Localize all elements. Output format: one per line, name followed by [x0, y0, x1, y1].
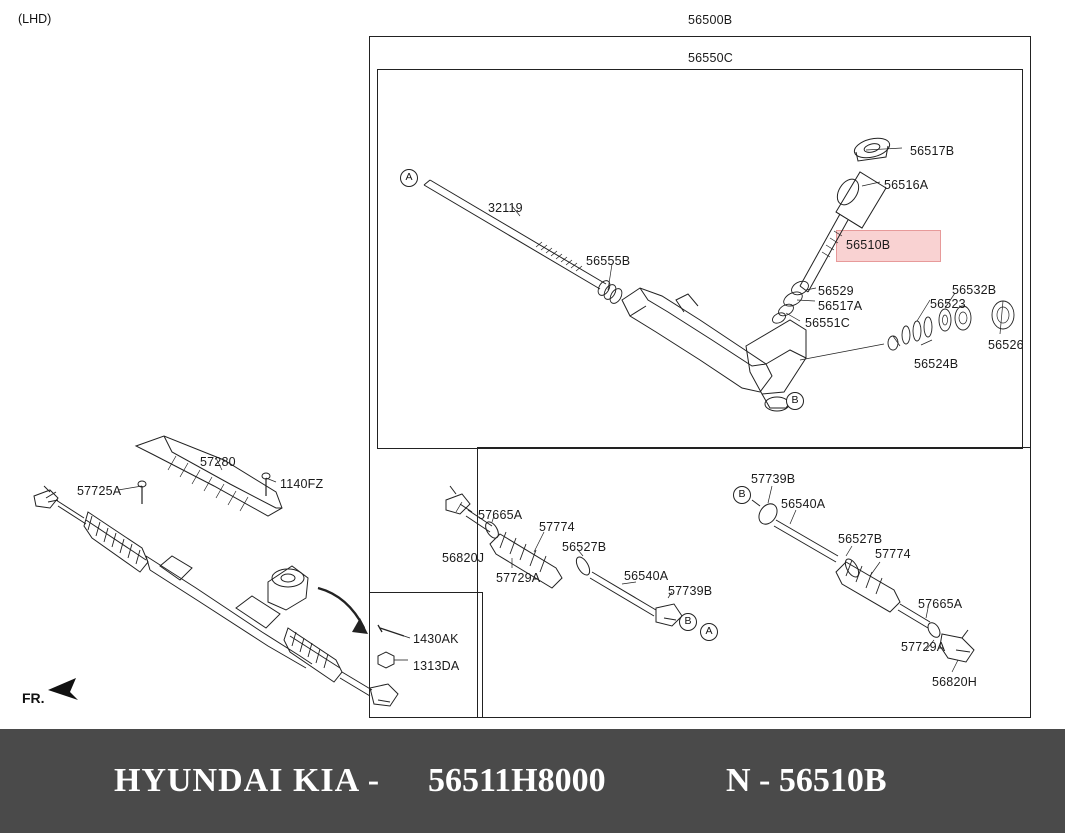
callout-56550C: 56550C: [688, 51, 733, 65]
callout-1313DA: 1313DA: [413, 659, 460, 673]
callout-56517B: 56517B: [910, 144, 955, 158]
callout-56820H: 56820H: [932, 675, 977, 689]
callout-57729A: 57729A: [496, 571, 541, 585]
callout-57739B-right: 57739B: [751, 472, 796, 486]
callout-1430AK: 1430AK: [413, 632, 459, 646]
footer-bar: [0, 729, 1065, 833]
callout-57729A-right: 57729A: [901, 640, 946, 654]
callout-32119: 32119: [488, 201, 523, 215]
callout-56820J: 56820J: [442, 551, 485, 565]
front-direction-label: FR.: [22, 690, 45, 706]
callout-56527B: 56527B: [562, 540, 607, 554]
ref-marker-a-mid: A: [700, 623, 718, 641]
callout-56551C: 56551C: [805, 316, 850, 330]
callout-57280: 57280: [200, 455, 236, 469]
callout-56527B-right: 56527B: [838, 532, 883, 546]
highlight-label: 56510B: [846, 238, 891, 252]
callout-56529: 56529: [818, 284, 854, 298]
callout-56524B: 56524B: [914, 357, 959, 371]
callout-57774-right: 57774: [875, 547, 911, 561]
part-number-label: 56511H8000: [428, 762, 606, 799]
ref-marker-b-mid: B: [679, 613, 697, 631]
callout-57665A-right: 57665A: [918, 597, 963, 611]
brand-label: HYUNDAI KIA -: [114, 762, 381, 799]
callout-56500B: 56500B: [688, 13, 733, 27]
callout-56517A: 56517A: [818, 299, 863, 313]
callout-57739B: 57739B: [668, 584, 713, 598]
callout-57725A: 57725A: [77, 484, 122, 498]
callout-56555B: 56555B: [586, 254, 631, 268]
assembly-box-left-inset: [369, 592, 483, 718]
callout-56532B: 56532B: [952, 283, 997, 297]
ref-marker-b-top: B: [786, 392, 804, 410]
ref-marker-a-top: A: [400, 169, 418, 187]
callout-56540A-right: 56540A: [781, 497, 826, 511]
ref-marker-b-right: B: [733, 486, 751, 504]
callout-56526: 56526: [988, 338, 1024, 352]
callout-56540A: 56540A: [624, 569, 669, 583]
variant-label: (LHD): [18, 12, 52, 26]
callout-1140FZ: 1140FZ: [280, 477, 324, 491]
callout-56523: 56523: [930, 297, 966, 311]
callout-56516A: 56516A: [884, 178, 929, 192]
callout-57665A: 57665A: [478, 508, 523, 522]
n-code-label: N - 56510B: [726, 762, 887, 799]
callout-57774: 57774: [539, 520, 575, 534]
